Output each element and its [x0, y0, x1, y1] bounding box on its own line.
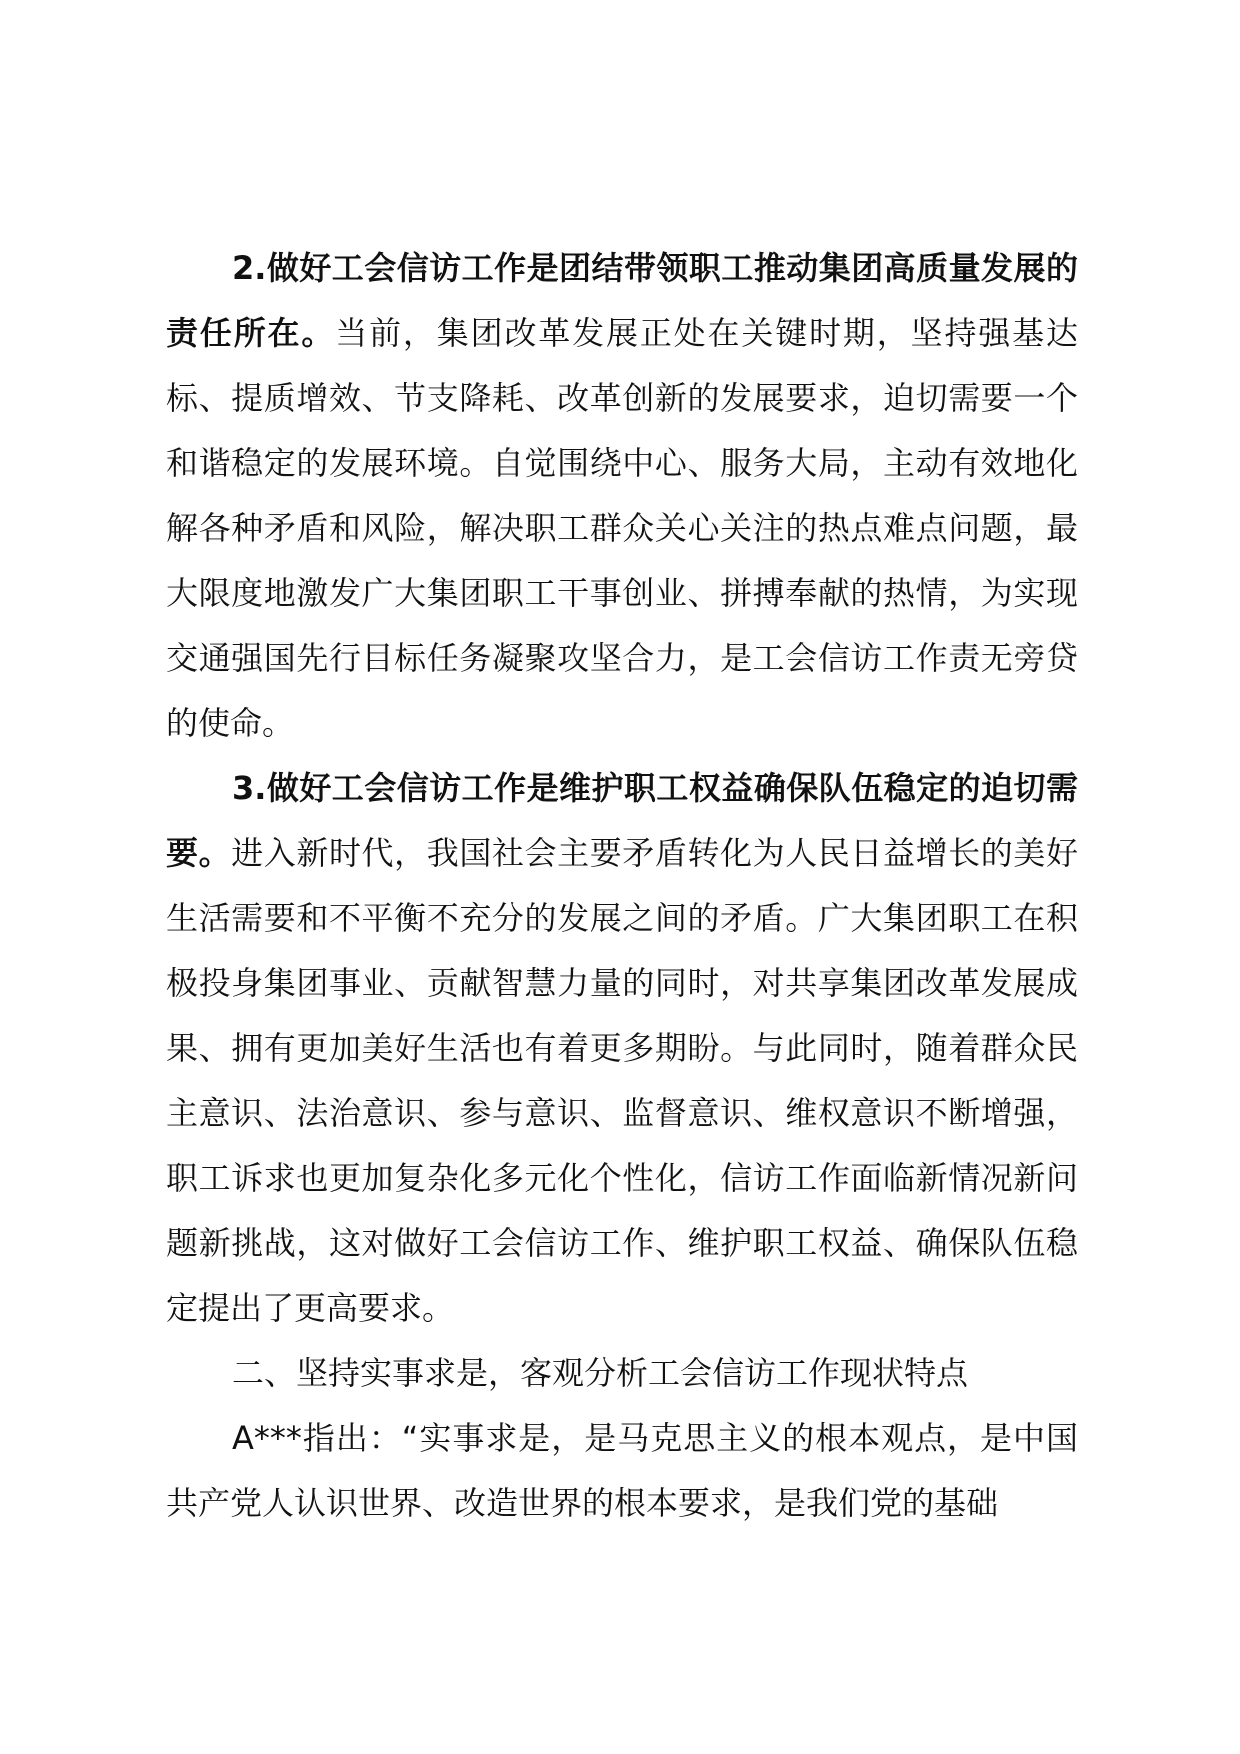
quote-paragraph: A***指出：“实事求是，是马克思主义的根本观点，是中国共产党人认识世界、改造世界的根本要求，是我们党的基础 [166, 1419, 1078, 1522]
paragraph-3-heading: 3.做好工会信访工作是维护职工权益确保队伍稳定的迫切需要。 [166, 769, 1078, 872]
section-heading: 二、坚持实事求是，客观分析工会信访工作现状特点 [232, 1354, 969, 1392]
paragraph-3-body: 进入新时代，我国社会主要矛盾转化为人民日益增长的美好生活需要和不平衡不充分的发展之间的矛盾。广大集团职工在积极投身集团事业、贡献智慧力量的同时，对共享集团改革发展成果、拥有更加美好生活也有着更多期盼。与此同时，随着群众民主意识、法治意识、参与意识、监督意识、维权意识不断增强，职工诉求也更加复杂化多元化个性化，信访工作面临新情况新问题新挑战，这对做好工会信访工作、维护职工权益、确保队伍稳定提出了更高要求。 [166, 834, 1078, 1327]
paragraph-2 [166, 236, 1078, 756]
paragraph-2-heading: 2.做好工会信访工作是团结带领职工推动集团高质量发展的责任所在。 [166, 249, 1078, 352]
paragraph-2-body: 当前，集团改革发展正处在关键时期，坚持强基达标、提质增效、节支降耗、改革创新的发展要求，迫切需要一个和谐稳定的发展环境。自觉围绕中心、服务大局，主动有效地化解各种矛盾和风险，解决职工群众关心关注的热点难点问题，最大限度地激发广大集团职工干事创业、拼搏奉献的热情，为实现交通强国先行目标任务凝聚攻坚合力，是工会信访工作责无旁贷的使命。 [166, 314, 1078, 742]
document-body [166, 236, 1078, 1536]
paragraph-3 [166, 756, 1078, 1341]
